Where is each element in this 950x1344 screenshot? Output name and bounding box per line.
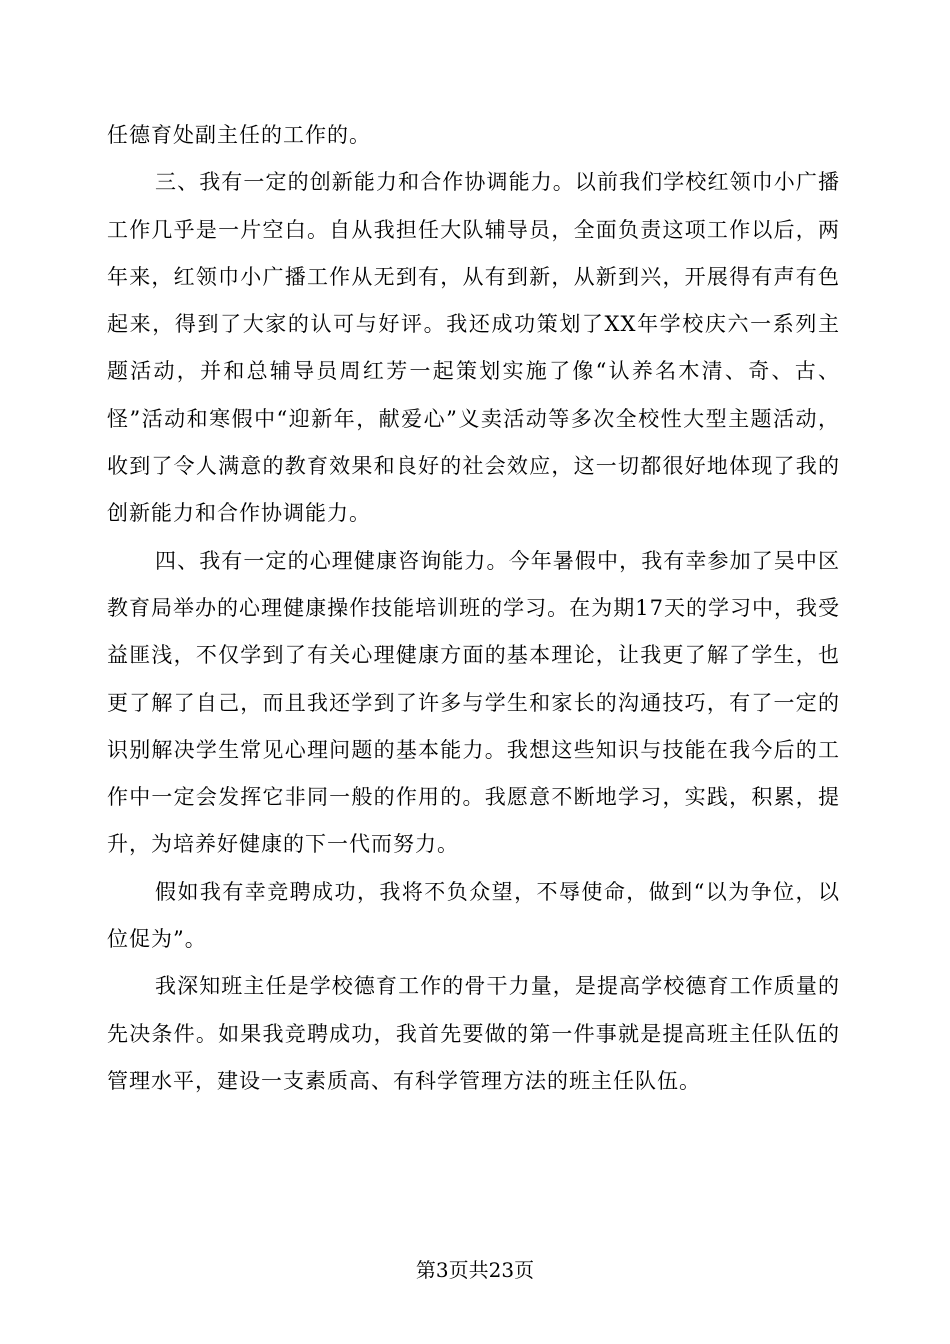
paragraph-pledge: 假如我有幸竞聘成功，我将不负众望，不辱使命，做到“以为争位，以位促为”。: [107, 879, 840, 952]
document-body: [107, 112, 840, 1105]
paragraph-innovation-ability: 三、我有一定的创新能力和合作协调能力。以前我们学校红领巾小广播工作几乎是一片空白。自从我担任大队辅导员，全面负责这项工作以后，两年来，红领巾小广播工作从无到有，从有到新，从新到兴，开展得有声有色起来，得到了大家的认可与好评。我还成功策划了XX年学校庆六一系列主题活动，并和总辅导员周红芳一起策划实施了像“认养名木清、奇、古、怪”活动和寒假中“迎新年，献爱心”义卖活动等多次全校性大型主题活动，收到了令人满意的教育效果和良好的社会效应，这一切都很好地体现了我的创新能力和合作协调能力。: [107, 170, 840, 526]
paragraph-counseling-ability: 四、我有一定的心理健康咨询能力。今年暑假中，我有幸参加了吴中区教育局举办的心理健康操作技能培训班的学习。在为期17天的学习中，我受益匪浅，不仅学到了有关心理健康方面的基本理论，让我更了解了学生，也更了解了自己，而且我还学到了许多与学生和家长的沟通技巧，有了一定的识别解决学生常见心理问题的基本能力。我想这些知识与技能在我今后的工作中一定会发挥它非同一般的作用的。我愿意不断地学习，实践，积累，提升，为培养好健康的下一代而努力。: [107, 548, 840, 857]
paragraph-head-teacher-plan: 我深知班主任是学校德育工作的骨干力量，是提高学校德育工作质量的先决条件。如果我竞聘成功，我首先要做的第一件事就是提高班主任队伍的管理水平，建设一支素质高、有科学管理方法的班主任队伍。: [107, 974, 840, 1093]
paragraph-continuation: 任德育处副主任的工作的。: [107, 123, 371, 147]
page-number-footer: 第3页共23页: [415, 1258, 535, 1282]
